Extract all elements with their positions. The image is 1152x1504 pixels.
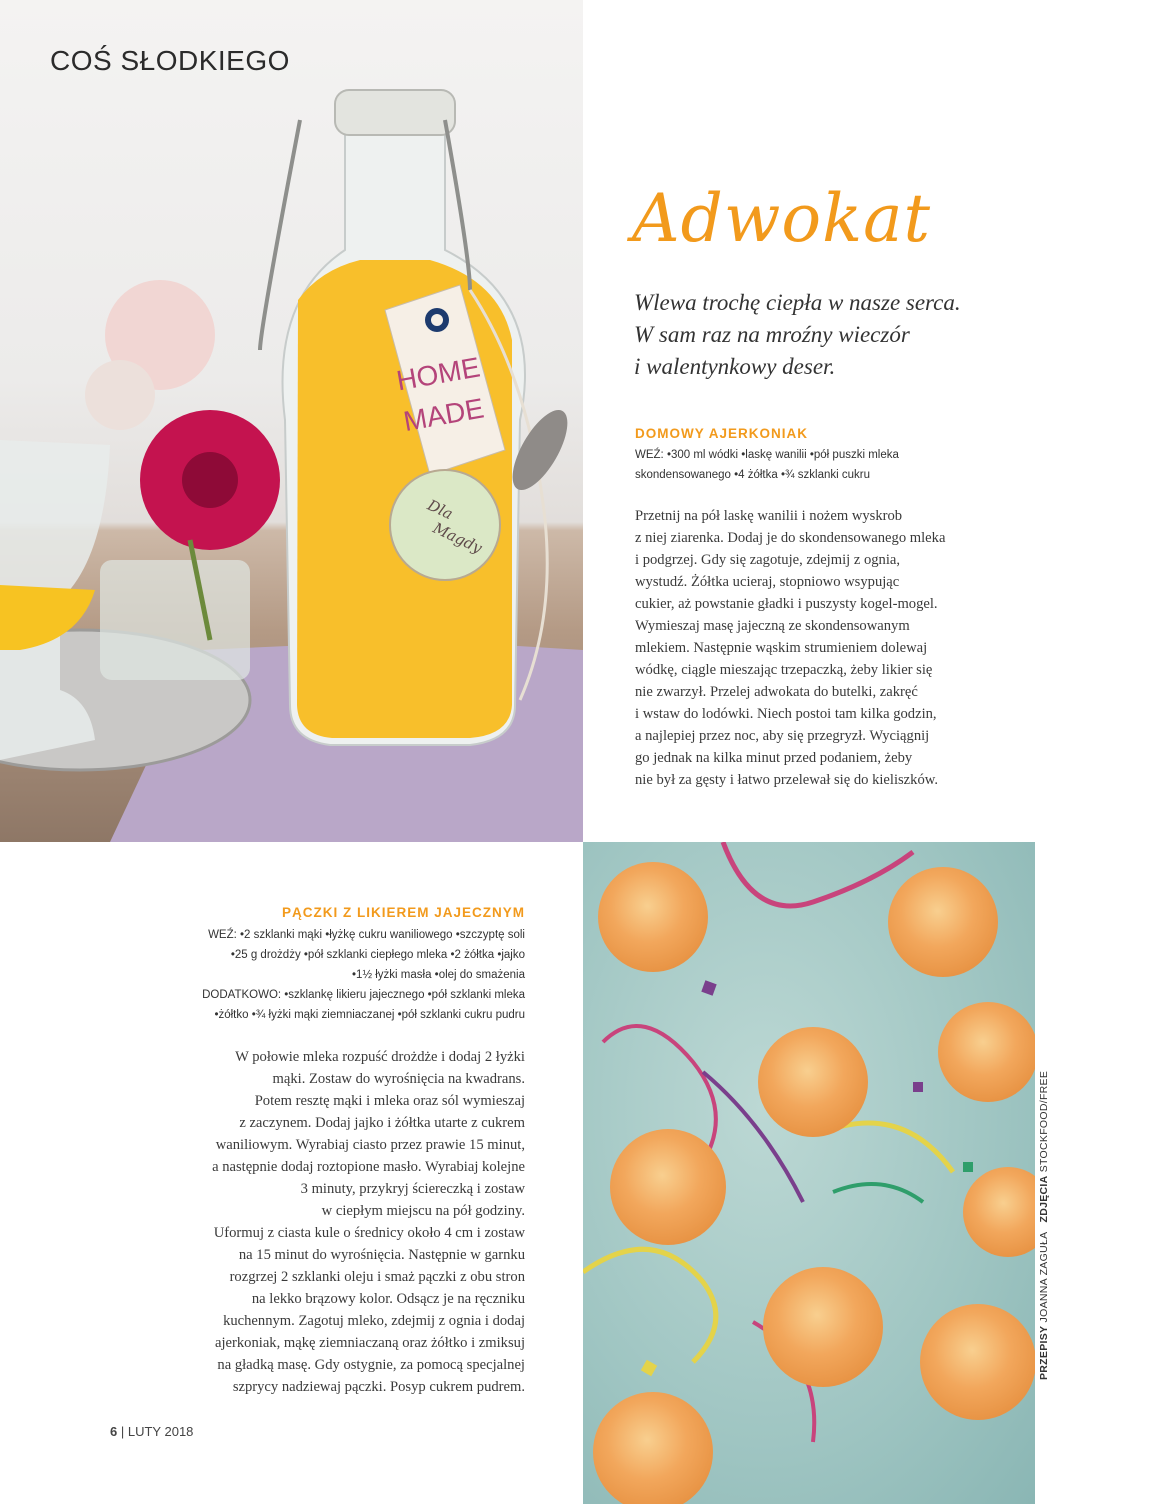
doughnut: [963, 1167, 1035, 1257]
body-line: a najlepiej przez noc, aby się przegryzł. Wyciągnij: [635, 728, 930, 744]
body-line: mlekiem. Następnie wąskim strumieniem dolewaj: [635, 640, 928, 656]
body-line: i podgrzej. Gdy się zagotuje, zdejmij z ognia,: [635, 552, 901, 568]
ingredients-line: •1½ łyżki masła •olej do smażenia: [352, 969, 525, 981]
doughnut: [938, 1002, 1035, 1102]
streamer: [723, 842, 913, 906]
label-text-dla: Dla: [424, 495, 456, 524]
confetti: [641, 1360, 657, 1376]
recipe-subhead: DOMOWY AJERKONIAK: [635, 426, 809, 441]
body-line: waniliowym. Wyrabiaj ciasto przez prawie 15 minut,: [215, 1137, 525, 1153]
ingredients-list: [105, 925, 525, 1025]
confetti: [913, 1082, 923, 1092]
body-line: go jednak na kilka minut przed podaniem, żeby: [635, 750, 913, 766]
body-line: rozgrzej 2 szklanki oleju i smaż pączki z obu stron: [229, 1269, 525, 1285]
body-line: z niej ziarenka. Dodaj je do skondensowanego mleka: [635, 530, 946, 546]
flower-white: [85, 360, 155, 430]
page-footer: [110, 1424, 193, 1439]
ingredients-line: WEŹ: •300 ml wódki •laskę wanilii •pół puszki mleka: [635, 449, 899, 461]
section-title: COŚ SŁODKIEGO: [50, 45, 290, 76]
body-line: na gładką masę. Gdy ostygnie, za pomocą specjalnej: [217, 1357, 525, 1373]
doughnut: [920, 1304, 1035, 1420]
doughnut: [888, 867, 998, 977]
body-line: na lekko brązowy kolor. Odsącz je na ręczniku: [251, 1291, 525, 1307]
recipe-title: Adwokat: [632, 180, 932, 257]
body-line: mąki. Zostaw do wyrośnięcia na kwadrans.: [272, 1071, 525, 1087]
lead-line: W sam raz na mroźny wieczór: [634, 322, 910, 347]
label-text-magdy: Magdy: [430, 518, 485, 558]
credits-photos-source: STOCKFOOD/FREE: [1038, 1070, 1050, 1173]
ingredients-line: DODATKOWO: •szklankę likieru jajecznego •pół szklanki mleka: [202, 989, 525, 1001]
body-line: ajerkoniak, mąkę ziemniaczaną oraz żółtko i zmiksuj: [215, 1335, 525, 1351]
body-line: Przetnij na pół laskę wanilii i nożem wyskrob: [635, 508, 903, 524]
streamer: [583, 1249, 716, 1362]
ingredients-line: WEŹ: •2 szklanki mąki •łyżkę cukru waniliowego •szczyptę soli: [208, 929, 525, 941]
doughnut: [610, 1129, 726, 1245]
body-line: Potem resztę mąki i mleka oraz sól wymieszaj: [254, 1093, 525, 1109]
doughnuts-illustration: [583, 842, 1035, 1504]
doughnut: [763, 1267, 883, 1387]
ingredients-line: •25 g drożdży •pół szklanki ciepłego mleka •2 żółtka •jajko: [230, 949, 525, 961]
lead-line: Wlewa trochę ciepła w nasze serca.: [634, 290, 961, 315]
streamer: [833, 1184, 923, 1202]
body-line: a następnie dodaj roztopione masło. Wyrabiaj kolejne: [212, 1159, 525, 1175]
page-number: 6: [110, 1424, 118, 1439]
body-line: 3 minuty, przykryj ściereczką i zostaw: [300, 1181, 525, 1197]
recipe-body: [65, 1046, 525, 1398]
ingredients-list: [635, 445, 1015, 485]
recipe-body: [635, 505, 1025, 791]
body-line: Uformuj z ciasta kule o średnicy około 4 cm i zostaw: [213, 1225, 525, 1241]
doughnut: [598, 862, 708, 972]
body-line: Wymieszaj masę jajeczną ze skondensowanym: [635, 618, 910, 634]
body-line: wódkę, ciągle mieszając trzepaczką, żeby likier się: [635, 662, 933, 678]
credits-recipes-label: PRZEPISY: [1038, 1325, 1050, 1380]
doughnut: [593, 1392, 713, 1504]
vase: [100, 560, 250, 680]
body-line: na 15 minut do wyrośnięcia. Następnie w garnku: [238, 1247, 525, 1263]
footer-separator: |: [120, 1424, 125, 1439]
body-line: z zaczynem. Dodaj jajko i żółtka utarte z cukrem: [239, 1115, 525, 1131]
tag-text-made: MADE: [401, 392, 487, 437]
credits-recipes-author: JOANNA ZAGUŁA: [1038, 1232, 1050, 1323]
body-line: cukier, aż powstanie gładki i puszysty kogel-mogel.: [635, 596, 938, 612]
bottle-stopper: [335, 90, 455, 135]
confetti: [701, 980, 716, 995]
ingredients-line: skondensowanego •4 żółtka •¾ szklanki cukru: [635, 469, 870, 481]
body-line: wystudź. Żółtka ucieraj, stopniowo wsypując: [635, 574, 900, 590]
streamer: [823, 1123, 953, 1172]
photo-credits: [1038, 1071, 1050, 1380]
body-line: w ciepłym miejscu na pół godziny.: [321, 1203, 525, 1219]
body-line: W połowie mleka rozpuść drożdże i dodaj 2 łyżki: [235, 1049, 525, 1065]
issue-date: LUTY 2018: [127, 1424, 194, 1439]
bottle-illustration: [0, 0, 583, 842]
recipe-subhead: PĄCZKI Z LIKIEREM JAJECZNYM: [281, 905, 525, 920]
doughnut: [758, 1027, 868, 1137]
body-line: kuchennym. Zagotuj mleko, zdejmij z ognia i dodaj: [223, 1313, 525, 1329]
photo-doughnuts: [583, 842, 1035, 1504]
lead-line: i walentynkowy deser.: [634, 354, 836, 379]
lead-paragraph: [634, 287, 1034, 383]
confetti: [963, 1162, 973, 1172]
body-line: szprycy nadziewaj pączki. Posyp cukrem pudrem.: [232, 1379, 525, 1395]
ingredients-line: •żółtko •¾ łyżki mąki ziemniaczanej •pół szklanki cukru pudru: [214, 1009, 525, 1021]
tag-text-home: HOME: [394, 351, 483, 397]
body-line: i wstaw do lodówki. Niech postoi tam kilka godzin,: [635, 706, 937, 722]
credits-photos-label: ZDJĘCIA: [1038, 1175, 1050, 1223]
body-line: nie był za gęsty i łatwo przelewał się do kieliszków.: [635, 772, 938, 788]
photo-eggnog-bottle: [0, 0, 583, 842]
body-line: nie zwarzył. Przelej adwokata do butelki, zakręć: [635, 684, 918, 700]
